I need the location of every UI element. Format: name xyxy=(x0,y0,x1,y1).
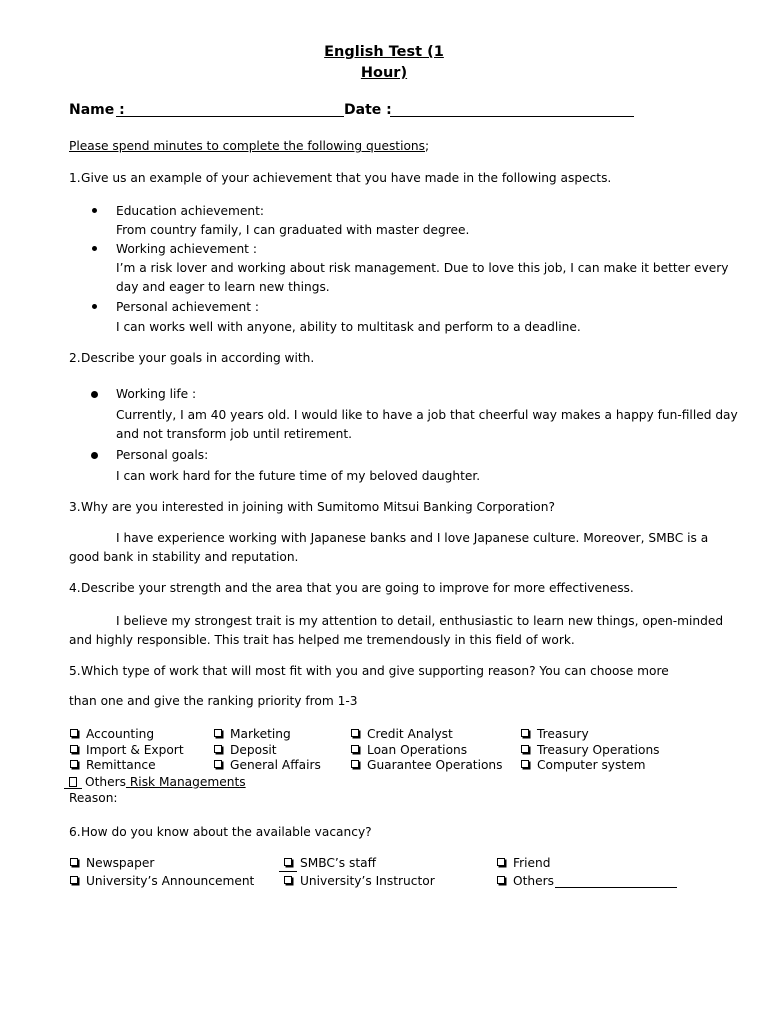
q2-item2-answer: I can work hard for the future time of my beloved daughter. xyxy=(116,469,481,483)
option-smbc-staff[interactable] xyxy=(284,856,376,870)
option-guarantee-operations[interactable] xyxy=(351,758,503,772)
instruction-text: Please spend minutes to complete the following questions xyxy=(69,139,426,153)
option-label: Remittance xyxy=(86,758,156,772)
q5-question-line2: than one and give the ranking priority from 1-3 xyxy=(69,694,358,708)
checkbox-icon[interactable] xyxy=(351,760,359,768)
q6-number: 6. xyxy=(69,825,81,839)
q2-item1-label: Working life : xyxy=(116,387,197,401)
option-university-announcement[interactable] xyxy=(70,874,254,888)
q1-item2-label: Working achievement : xyxy=(116,242,257,256)
q2-question: Describe your goals in according with. xyxy=(81,351,315,365)
q1-item2-answer-line1: I’m a risk lover and working about risk management. Due to love this job, I can make it better every xyxy=(116,261,729,275)
checkbox-icon[interactable] xyxy=(521,729,529,737)
others-value: Risk Managements xyxy=(125,775,246,789)
q1-item2-answer-line2: day and eager to learn new things. xyxy=(116,280,330,294)
q5-number: 5. xyxy=(69,664,81,678)
q2-item2-label: Personal goals: xyxy=(116,448,209,462)
checkbox-icon[interactable] xyxy=(521,745,529,753)
q1-question: Give us an example of your achievement that you have made in the following aspects. xyxy=(81,171,612,185)
option-others[interactable] xyxy=(69,775,246,789)
q3-answer-line1: I have experience working with Japanese banks and I love Japanese culture. Moreover, SMBC is a xyxy=(116,531,709,545)
q1-item1-answer: From country family, I can graduated with master degree. xyxy=(116,223,470,237)
q2-item1-answer-line1: Currently, I am 40 years old. I would like to have a job that cheerful way makes a happy fun-filled day xyxy=(116,408,738,422)
q6-question: How do you know about the available vacancy? xyxy=(81,825,372,839)
name-label: Name : xyxy=(69,102,125,118)
reason-label: Reason: xyxy=(69,791,118,805)
checkbox-icon[interactable] xyxy=(70,745,78,753)
checkbox-icon[interactable] xyxy=(69,777,77,787)
date-field[interactable] xyxy=(390,116,634,117)
checkbox-icon[interactable] xyxy=(284,858,292,866)
bullet-icon xyxy=(91,452,98,459)
option-remittance[interactable] xyxy=(70,758,156,772)
option-label: Credit Analyst xyxy=(367,727,453,741)
option-label: University’s Announcement xyxy=(86,874,255,888)
option-label: Marketing xyxy=(230,727,291,741)
bullet-icon xyxy=(92,246,97,251)
option-others-vacancy[interactable] xyxy=(497,874,554,888)
q1-number: 1. xyxy=(69,171,81,185)
option-label: Treasury Operations xyxy=(537,743,660,757)
option-university-instructor[interactable] xyxy=(284,874,435,888)
instruction-suffix: ; xyxy=(425,139,430,153)
q3-question: Why are you interested in joining with Sumitomo Mitsui Banking Corporation? xyxy=(81,500,555,514)
option-accounting[interactable] xyxy=(70,727,154,741)
option-deposit[interactable] xyxy=(214,743,277,757)
option-label: Treasury xyxy=(537,727,589,741)
others-vacancy-field[interactable] xyxy=(555,887,677,888)
q3-number: 3. xyxy=(69,500,81,514)
q1-item3-label: Personal achievement : xyxy=(116,300,260,314)
option-general-affairs[interactable] xyxy=(214,758,321,772)
q4-answer-line2: and highly responsible. This trait has helped me tremendously in this field of work. xyxy=(69,633,575,647)
others-label: Others xyxy=(85,775,126,789)
checkbox-icon[interactable] xyxy=(70,876,78,884)
option-friend[interactable] xyxy=(497,856,550,870)
q4-answer-line1: I believe my strongest trait is my attention to detail, enthusiastic to learn new things, open-minded xyxy=(116,614,724,628)
option-underline xyxy=(279,871,297,872)
option-treasury-operations[interactable] xyxy=(521,743,660,757)
option-label: Guarantee Operations xyxy=(367,758,503,772)
document-title-line1: English Test (1 xyxy=(324,44,444,60)
q3-answer-line2: good bank in stability and reputation. xyxy=(69,550,299,564)
option-loan-operations[interactable] xyxy=(351,743,467,757)
checkbox-icon[interactable] xyxy=(351,745,359,753)
option-label: General Affairs xyxy=(230,758,321,772)
instruction xyxy=(69,139,429,153)
bullet-icon xyxy=(92,208,97,213)
option-import-export[interactable] xyxy=(70,743,184,757)
checkbox-icon[interactable] xyxy=(284,876,292,884)
q2-item1-answer-line2: and not transform job until retirement. xyxy=(116,427,352,441)
option-credit-analyst[interactable] xyxy=(351,727,453,741)
option-label: Others xyxy=(513,874,554,888)
option-label: Deposit xyxy=(230,743,277,757)
checkbox-icon[interactable] xyxy=(497,858,505,866)
checkbox-icon[interactable] xyxy=(70,858,78,866)
option-marketing[interactable] xyxy=(214,727,291,741)
q1-item1-label: Education achievement: xyxy=(116,204,265,218)
checkbox-icon[interactable] xyxy=(214,760,222,768)
option-computer-system[interactable] xyxy=(521,758,646,772)
option-label: Accounting xyxy=(86,727,155,741)
bullet-icon xyxy=(92,304,97,309)
checkbox-icon[interactable] xyxy=(521,760,529,768)
checkbox-icon[interactable] xyxy=(214,745,222,753)
checkbox-icon[interactable] xyxy=(214,729,222,737)
option-label: SMBC’s staff xyxy=(300,856,376,870)
option-newspaper[interactable] xyxy=(70,856,154,870)
checkbox-icon[interactable] xyxy=(70,729,78,737)
option-label: Import & Export xyxy=(86,743,184,757)
date-label: Date : xyxy=(344,102,392,118)
bullet-icon xyxy=(91,391,98,398)
option-treasury[interactable] xyxy=(521,727,589,741)
option-label: Newspaper xyxy=(86,856,155,870)
checkbox-icon[interactable] xyxy=(497,876,505,884)
name-field[interactable] xyxy=(116,116,344,117)
checkbox-icon[interactable] xyxy=(351,729,359,737)
option-label: University’s Instructor xyxy=(300,874,435,888)
q4-question: Describe your strength and the area that you are going to improve for more effectiveness. xyxy=(81,581,634,595)
q4-number: 4. xyxy=(69,581,81,595)
checkbox-icon[interactable] xyxy=(70,760,78,768)
q5-question-line1: Which type of work that will most fit with you and give supporting reason? You can choose more xyxy=(81,664,669,678)
q2-number: 2. xyxy=(69,351,81,365)
document-title-line2: Hour) xyxy=(360,65,408,81)
q1-item3-answer: I can works well with anyone, ability to multitask and perform to a deadline. xyxy=(116,320,581,334)
option-label: Computer system xyxy=(537,758,646,772)
option-label: Loan Operations xyxy=(367,743,468,757)
option-label: Friend xyxy=(513,856,551,870)
